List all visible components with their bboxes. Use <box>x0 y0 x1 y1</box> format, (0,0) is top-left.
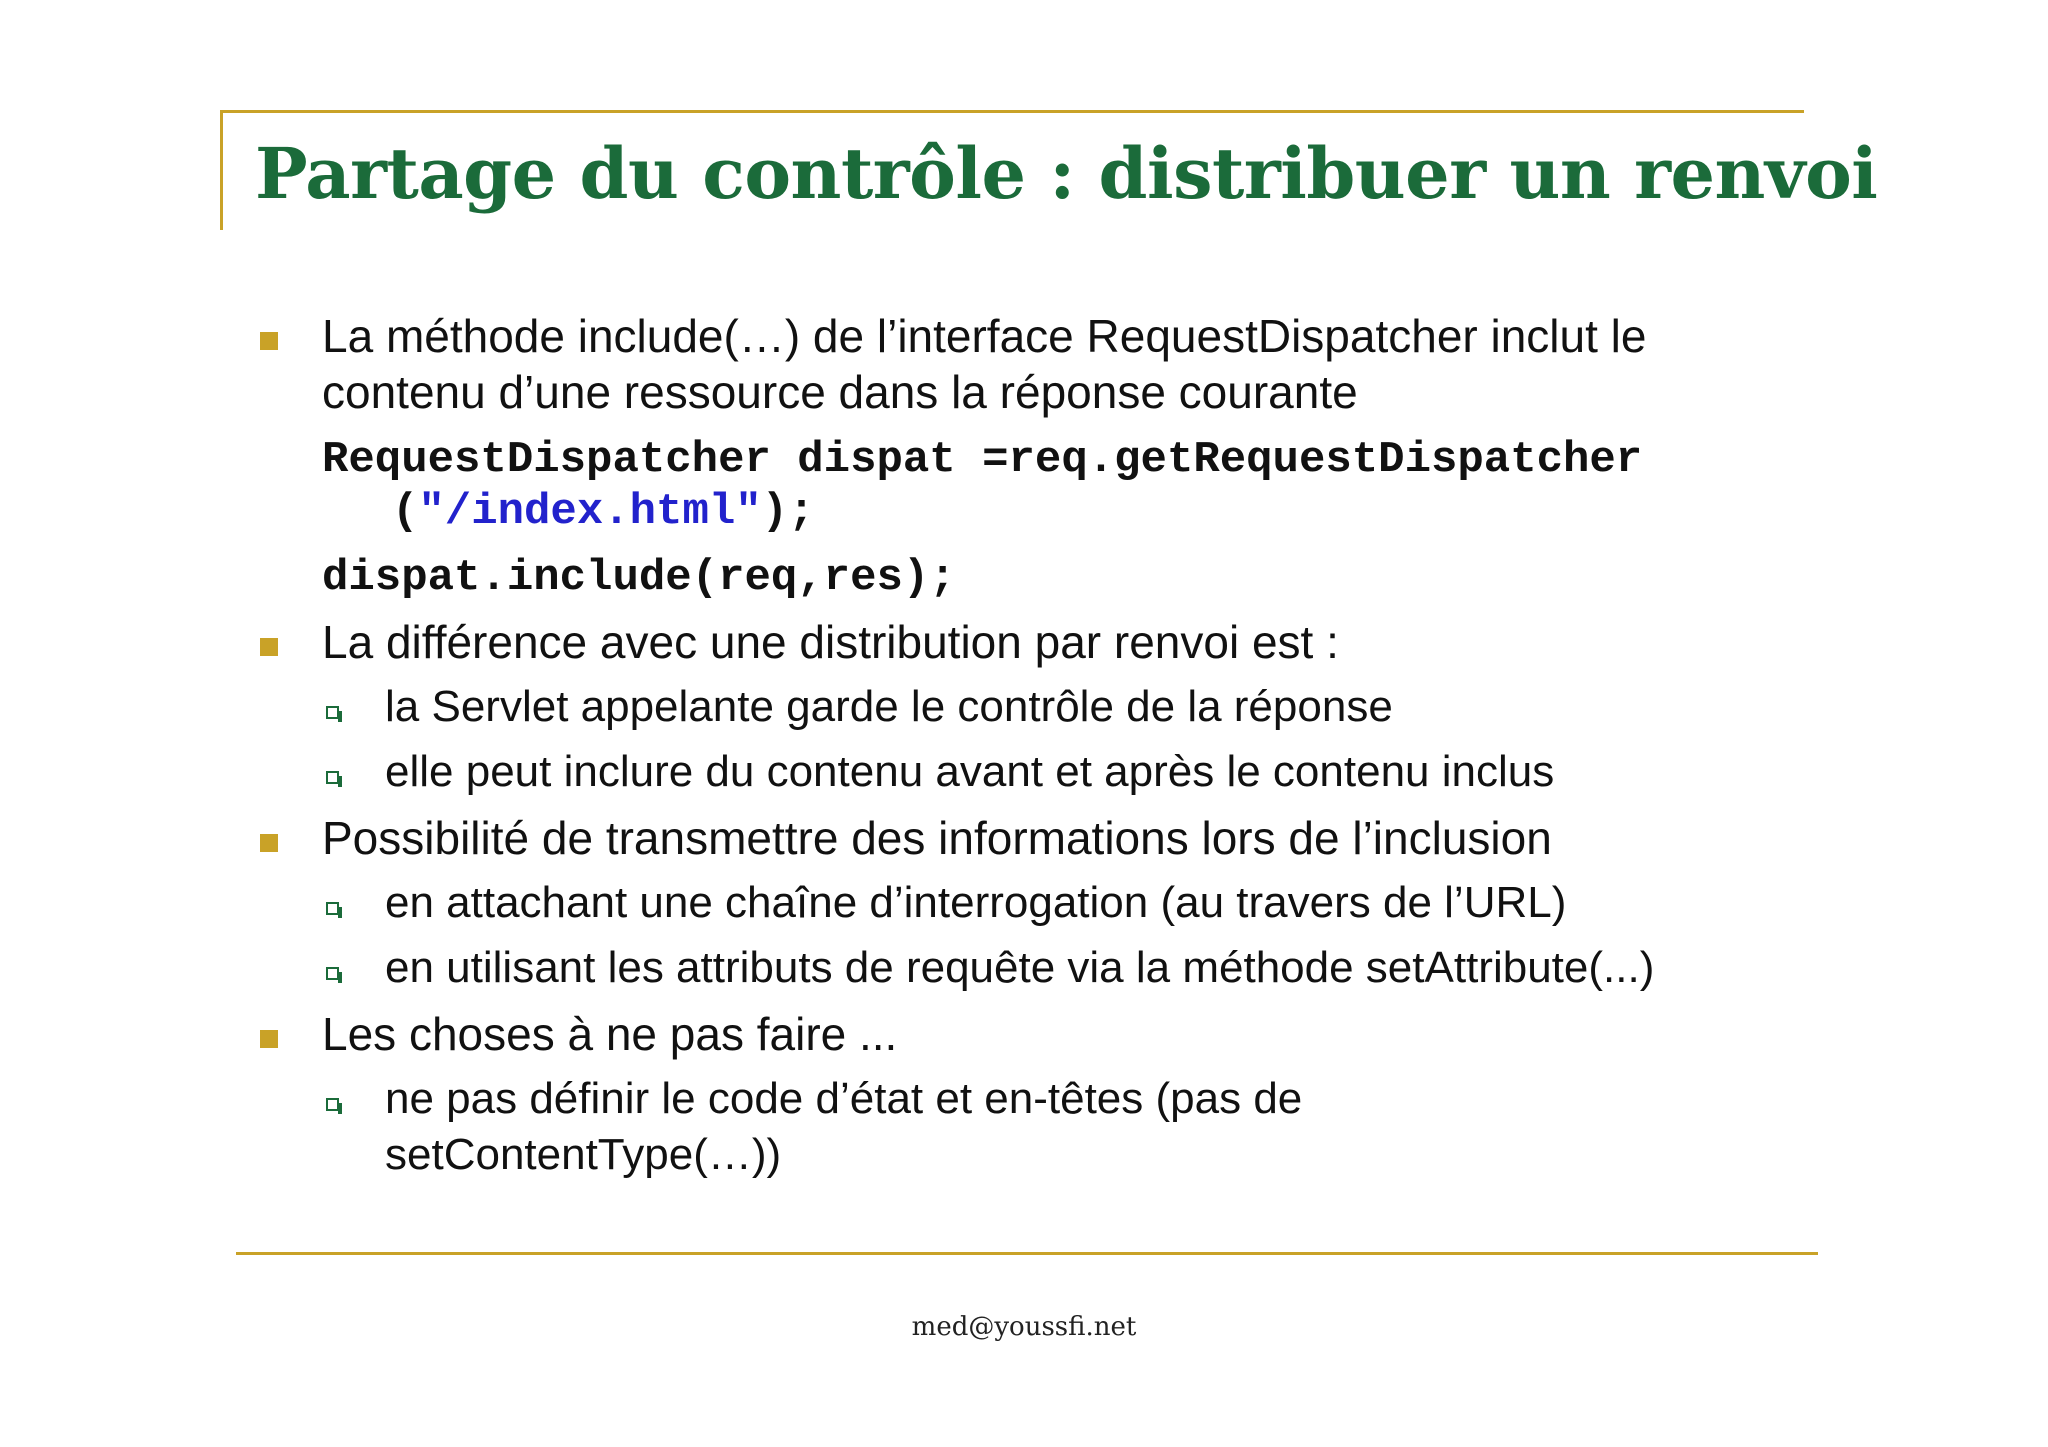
sub-bullet-item <box>250 940 1830 996</box>
square-bullet-icon <box>260 834 278 852</box>
bullet-item-include <box>250 308 1830 420</box>
bullet-item-difference <box>250 614 1830 670</box>
hollow-square-bullet-icon <box>326 1098 339 1111</box>
sub-bullet-item <box>250 875 1830 931</box>
bullet-item-dont <box>250 1006 1830 1062</box>
sub-bullet-item <box>250 1071 1830 1183</box>
bullet-text-line: contenu d’une ressource dans la réponse courante <box>322 366 1358 418</box>
code-line: RequestDispatcher dispat =req.getRequestDispatcher <box>322 435 1643 485</box>
top-rule <box>220 110 1804 113</box>
code-line <box>250 486 1830 538</box>
hollow-square-bullet-icon <box>326 967 339 980</box>
footer-email: med@youssfi.net <box>911 1312 1137 1342</box>
code-token: ); <box>761 487 815 537</box>
code-line: dispat.include(req,res); <box>322 553 956 603</box>
sub-bullet-text: en attachant une chaîne d’interrogation (au travers de l’URL) <box>385 878 1567 927</box>
sub-bullet-text: elle peut inclure du contenu avant et après le contenu inclus <box>385 747 1555 796</box>
sub-bullet-text: la Servlet appelante garde le contrôle de la réponse <box>385 682 1393 731</box>
sub-bullet-item <box>250 679 1830 735</box>
bullet-item-transmit <box>250 810 1830 866</box>
square-bullet-icon <box>260 332 278 350</box>
square-bullet-icon <box>260 1030 278 1048</box>
sub-bullet-item <box>250 744 1830 800</box>
bullet-text: Possibilité de transmettre des informations lors de l’inclusion <box>322 812 1552 864</box>
hollow-square-bullet-icon <box>326 902 339 915</box>
square-bullet-icon <box>260 638 278 656</box>
code-string: "/index.html" <box>418 487 762 537</box>
hollow-square-bullet-icon <box>326 771 339 784</box>
left-rule <box>220 110 223 230</box>
bullet-text-line: La méthode include(…) de l’interface RequestDispatcher inclut le <box>322 310 1647 362</box>
hollow-square-bullet-icon <box>326 706 339 719</box>
bullet-text: La différence avec une distribution par renvoi est : <box>322 616 1339 668</box>
slide-title: Partage du contrôle : distribuer un renvoi <box>255 132 1878 215</box>
code-token: ( <box>392 487 419 537</box>
sub-bullet-text-line: ne pas définir le code d’état et en-têtes (pas de <box>385 1074 1303 1123</box>
sub-bullet-text-line: setContentType(…)) <box>385 1130 782 1179</box>
bottom-rule <box>236 1252 1818 1255</box>
sub-bullet-text: en utilisant les attributs de requête via la méthode setAttribute(...) <box>385 943 1655 992</box>
bullet-text: Les choses à ne pas faire ... <box>322 1008 898 1060</box>
slide-content <box>250 298 1830 1183</box>
